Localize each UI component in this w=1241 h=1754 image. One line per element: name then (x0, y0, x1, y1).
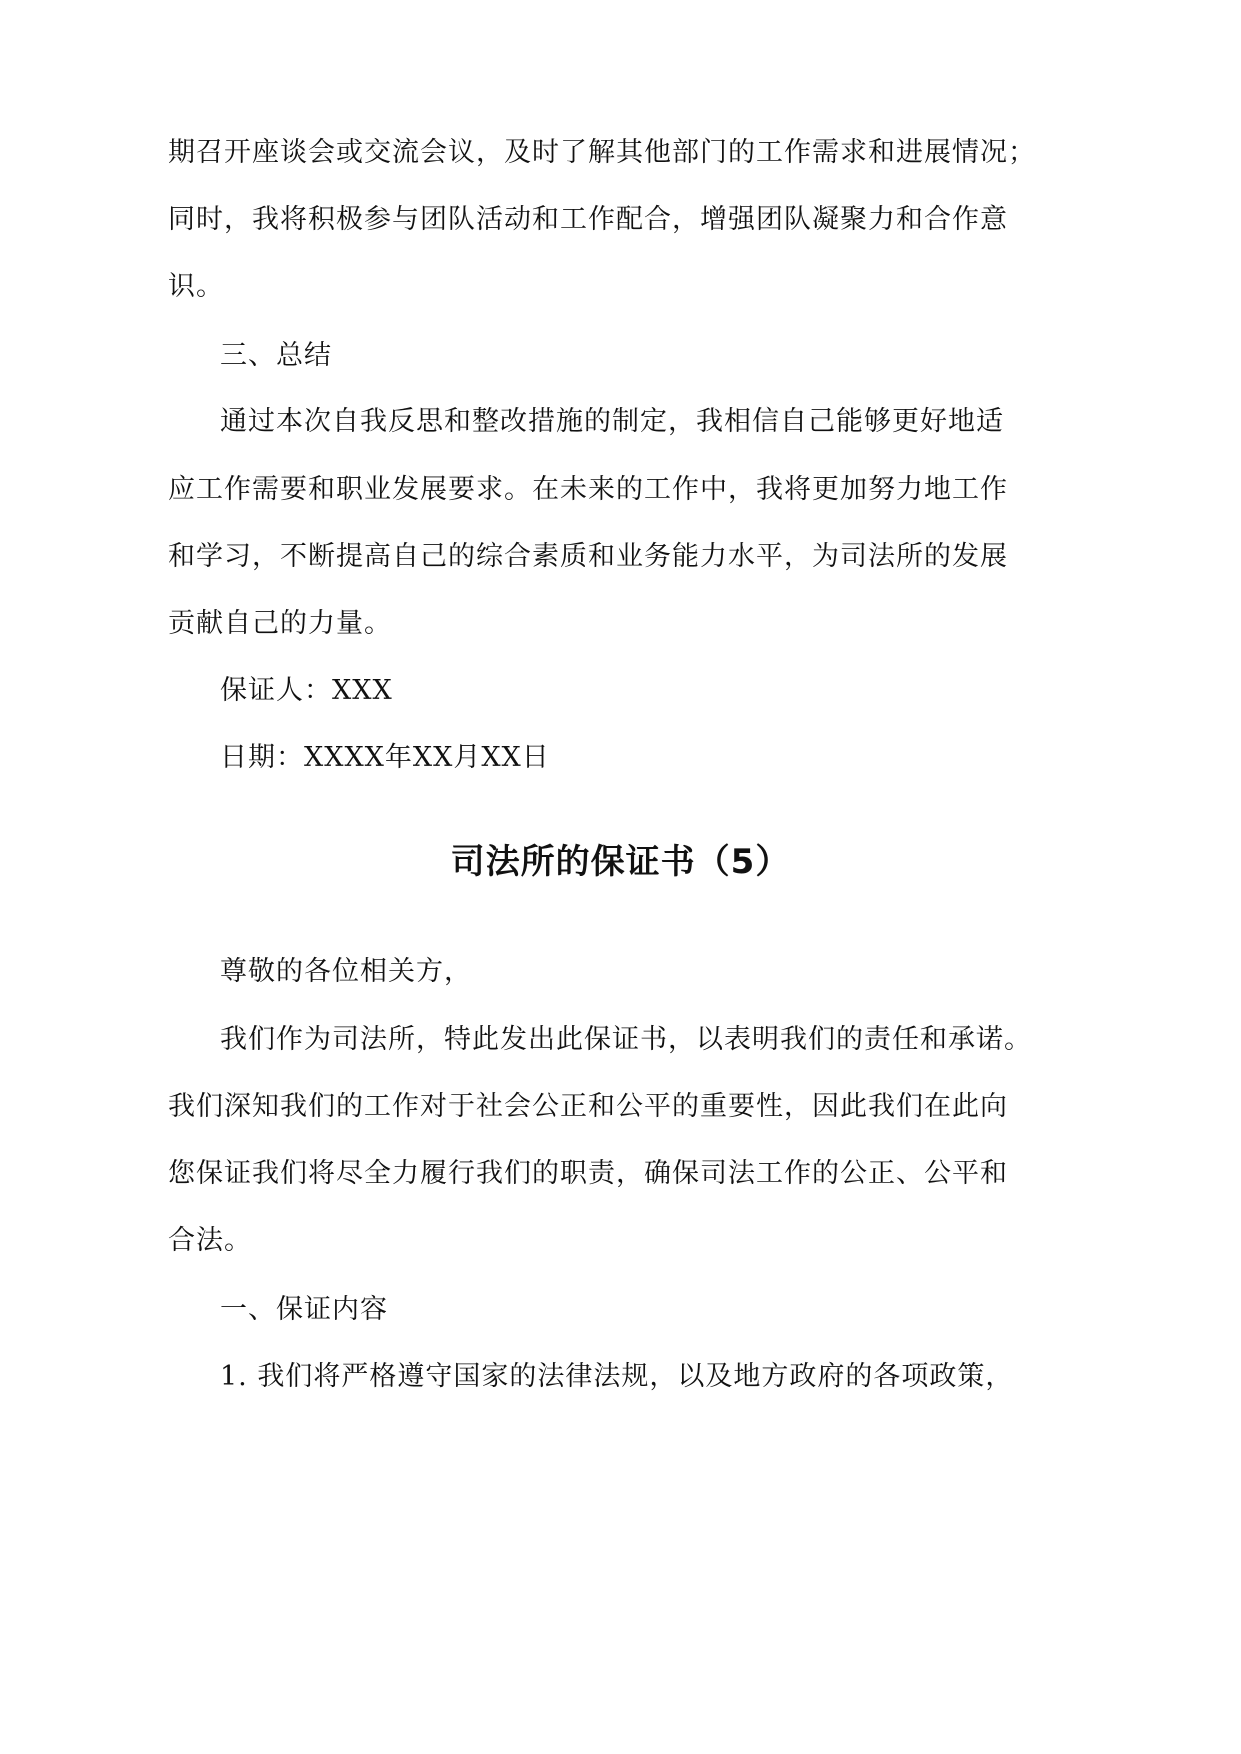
paragraph-line: 贡献自己的力量。 (168, 608, 392, 639)
date-line: 日期：XXXX年XX月XX日 (220, 742, 550, 773)
paragraph-line: 和学习，不断提高自己的综合素质和业务能力水平，为司法所的发展 (168, 541, 1008, 572)
paragraph-line: 期召开座谈会或交流会议，及时了解其他部门的工作需求和进展情况； (168, 137, 1036, 168)
paragraph-line: 应工作需要和职业发展要求。在未来的工作中，我将更加努力地工作 (168, 474, 1008, 505)
paragraph-line: 我们作为司法所，特此发出此保证书，以表明我们的责任和承诺。 (220, 1024, 1032, 1055)
paragraph-line: 您保证我们将尽全力履行我们的职责，确保司法工作的公正、公平和 (168, 1158, 1008, 1189)
paragraph-line: 识。 (168, 271, 224, 302)
salutation: 尊敬的各位相关方， (220, 956, 472, 987)
section-heading-content: 一、保证内容 (220, 1294, 388, 1325)
guarantor-line: 保证人：XXX (220, 675, 393, 706)
list-item: 1. 我们将严格遵守国家的法律法规，以及地方政府的各项政策， (220, 1361, 1014, 1392)
section-heading-summary: 三、总结 (220, 340, 332, 371)
paragraph-line: 同时，我将积极参与团队活动和工作配合，增强团队凝聚力和合作意 (168, 204, 1008, 235)
document-title: 司法所的保证书（5） (450, 842, 791, 882)
paragraph-line: 我们深知我们的工作对于社会公正和公平的重要性，因此我们在此向 (168, 1091, 1008, 1122)
paragraph-line: 合法。 (168, 1225, 252, 1256)
paragraph-line: 通过本次自我反思和整改措施的制定，我相信自己能够更好地适 (220, 406, 1004, 437)
